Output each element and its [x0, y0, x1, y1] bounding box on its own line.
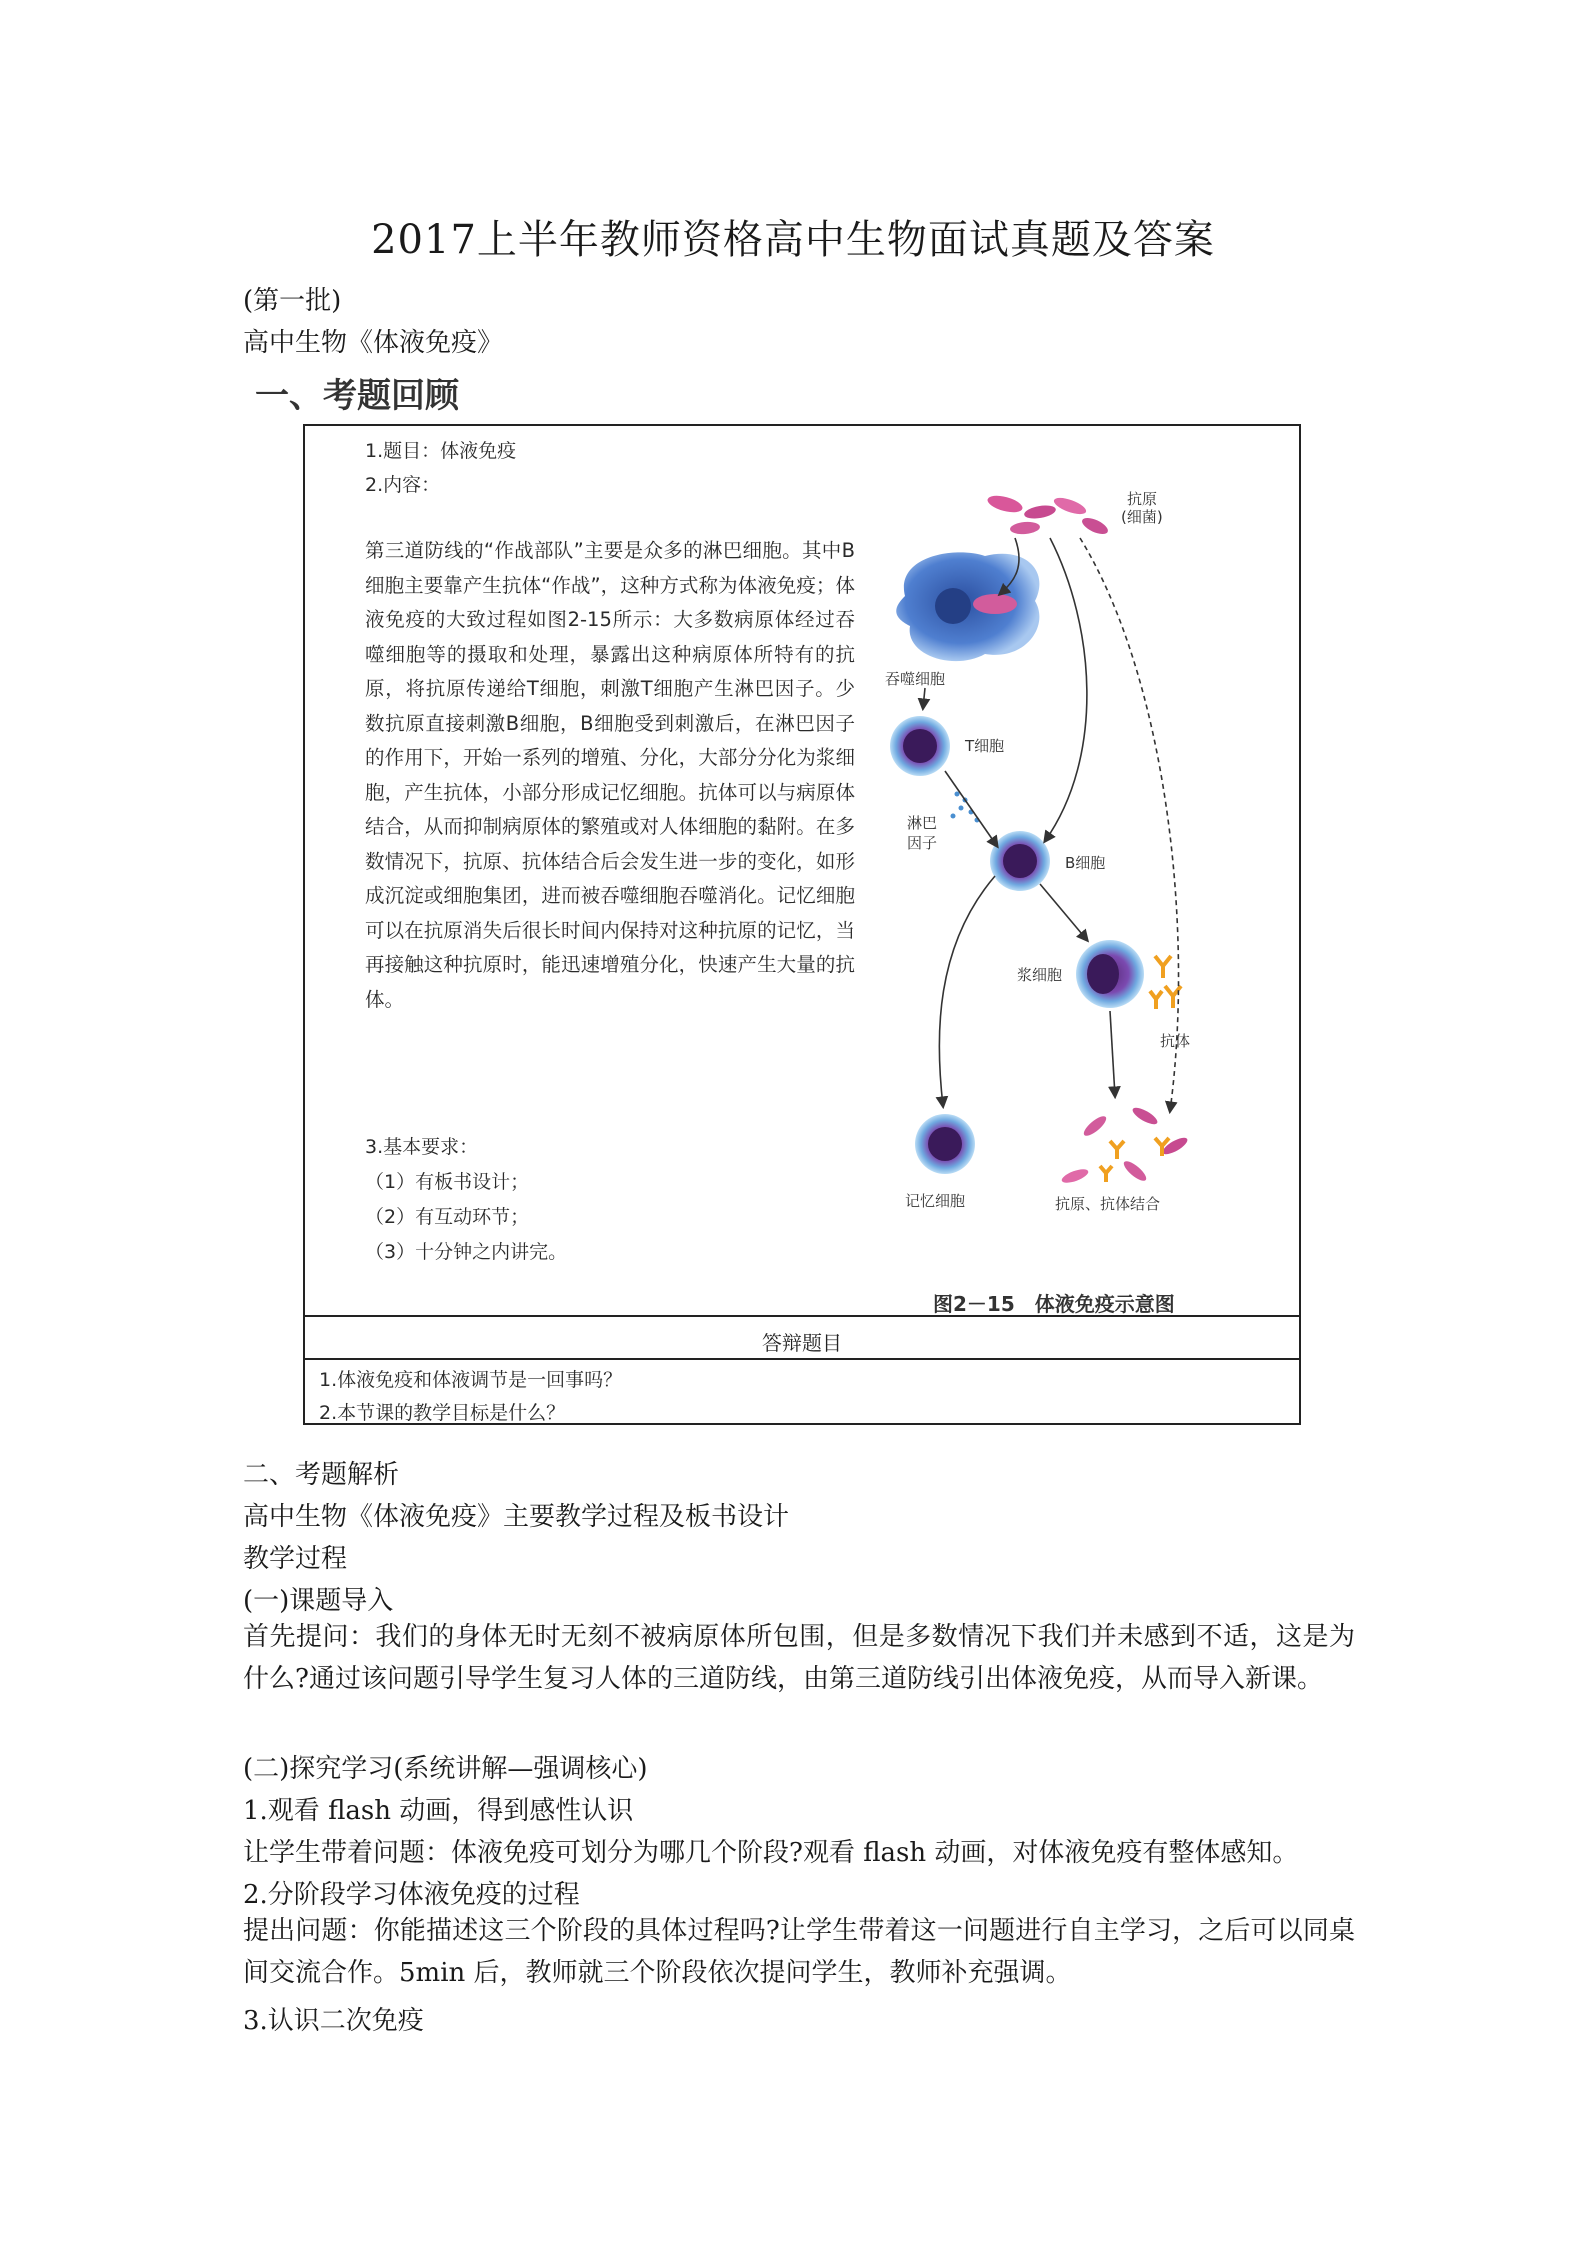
exam-question-box	[303, 424, 1301, 1425]
course-title: 高中生物《体液免疫》	[243, 328, 504, 358]
batch-label: (第一批)	[243, 286, 342, 316]
step1-heading: 1.观看 flash 动画，得到感性认识	[243, 1796, 634, 1826]
step1-paragraph: 让学生带着问题：体液免疫可划分为哪几个阶段?观看 flash 动画，对体液免疫有整体感知。	[243, 1838, 1299, 1868]
label-phagocyte: 吞噬细胞	[885, 670, 946, 688]
intro-paragraph: 首先提问：我们的身体无时无刻不被病原体所包围，但是多数情况下我们并未感到不适，这是为什么?通过该问题引导学生复习人体的三道防线，由第三道防线引出体液免疫，从而导入新课。	[243, 1622, 1355, 1694]
question-item: 1.体液免疫和体液调节是一回事吗？	[319, 1369, 623, 1391]
antibody-icon	[1150, 956, 1181, 1009]
requirement-item: （2）有互动环节；	[365, 1206, 530, 1228]
process-label: 教学过程	[243, 1544, 348, 1574]
label-memory-cell: 记忆细胞	[905, 1192, 966, 1210]
humoral-immunity-diagram	[865, 476, 1285, 1276]
label-plasma-cell: 浆细胞	[1017, 966, 1063, 984]
label-b-cell: B细胞	[1065, 854, 1106, 872]
memory-cell-icon	[915, 1114, 975, 1174]
requirements-label: 3.基本要求：	[365, 1136, 479, 1158]
plasma-cell-icon	[1076, 940, 1144, 1008]
label-antigen: 抗原	[1127, 490, 1158, 508]
section-heading-analysis: 二、考题解析	[243, 1460, 400, 1490]
step2-paragraph: 提出问题：你能描述这三个阶段的具体过程吗?让学生带着这一问题进行自主学习，之后可以同桌间交流合作。5min 后，教师就三个阶段依次提问学生，教师补充强调。	[243, 1916, 1355, 1988]
question-item: 2.本节课的教学目标是什么？	[319, 1402, 566, 1424]
label-lymphokine-1: 淋巴	[907, 814, 938, 832]
explore-heading: (二)探究学习(系统讲解—强调核心)	[243, 1754, 648, 1784]
lymphokine-icon	[951, 792, 980, 823]
content-paragraph: 第三道防线的“作战部队”主要是众多的淋巴细胞。其中B细胞主要靠产生抗体“作战”，这种方式称为体液免疫；体液免疫的大致过程如图2-15所示：大多数病原体经过吞噬细胞等的摄取和处理，暴露出这种病原体所特有的抗原，将抗原传递给T细胞，刺激T细胞产生淋巴因子。少数抗原直接刺激B细胞，B细胞受到刺激后，在淋巴因子的作用下，开始一系列的增殖、分化，大部分分化为浆细胞，产生抗体，小部分形成记忆细胞。抗体可以与病原体结合，从而抑制病原体的繁殖或对人体细胞的黏附。在多数情况下，抗原、抗体结合后会发生进一步的变化，如形成沉淀或细胞集团，进而被吞噬细胞吞噬消化。记忆细胞可以在抗原消失后很长时间内保持对这种抗原的记忆，当再接触这种抗原时，能迅速增殖分化，快速产生大量的抗体。	[365, 539, 855, 1011]
requirement-item: （3）十分钟之内讲完。	[365, 1241, 568, 1263]
label-antibody: 抗体	[1160, 1032, 1191, 1050]
antigen-antibody-binding-icon	[1060, 1105, 1189, 1186]
label-antigen-sub: (细菌)	[1121, 508, 1163, 526]
document-title: 2017上半年教师资格高中生物面试真题及答案	[371, 217, 1215, 263]
step2-heading: 2.分阶段学习体液免疫的过程	[243, 1880, 580, 1910]
content-label: 2.内容：	[365, 474, 441, 496]
b-cell-icon	[990, 831, 1050, 891]
topic-line: 1.题目：体液免疫	[365, 440, 517, 462]
section-heading-review: 一、考题回顾	[255, 376, 459, 416]
analysis-subtitle: 高中生物《体液免疫》主要教学过程及板书设计	[243, 1502, 790, 1532]
t-cell-icon	[890, 716, 950, 776]
requirement-item: （1）有板书设计；	[365, 1171, 530, 1193]
label-binding: 抗原、抗体结合	[1055, 1195, 1161, 1213]
intro-heading: (一)课题导入	[243, 1586, 394, 1616]
antigen-bacteria-icon	[986, 493, 1110, 538]
label-t-cell: T细胞	[965, 737, 1005, 755]
answer-questions-heading: 答辩题目	[762, 1331, 842, 1355]
figure-caption: 图2－15 体液免疫示意图	[933, 1292, 1175, 1316]
step3-heading: 3.认识二次免疫	[243, 2006, 424, 2036]
label-lymphokine-2: 因子	[907, 834, 938, 852]
